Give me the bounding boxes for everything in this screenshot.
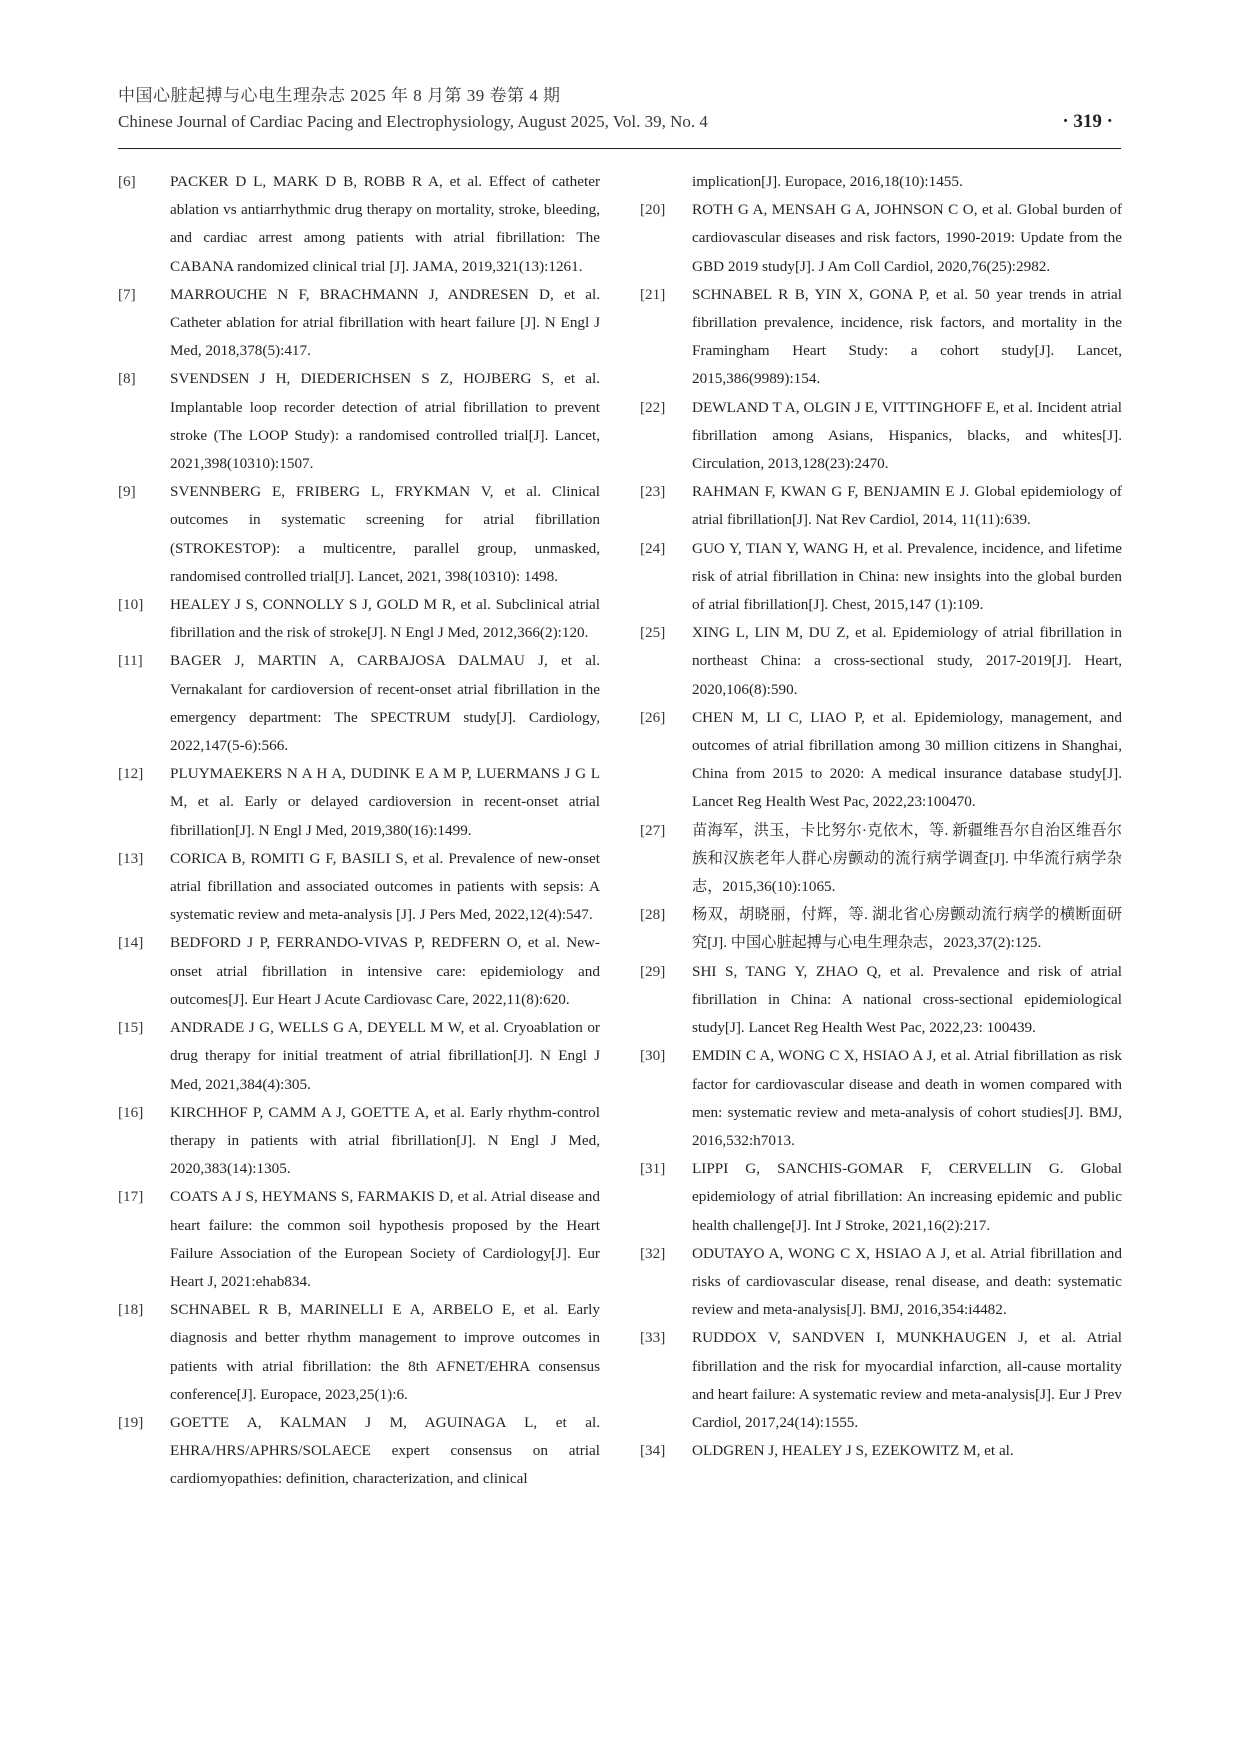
reference-text: ODUTAYO A, WONG C X, HSIAO A J, et al. Atrial fibrillation and risks of cardiovascular disease, renal disease, and death: systematic review and meta-analysis[J]. BMJ, 2016,354:i4482.: [692, 1244, 1122, 1319]
header-rule: [118, 148, 1121, 149]
reference-number: [19]: [118, 1413, 144, 1431]
reference-number: [22]: [640, 398, 666, 416]
reference-entry: [118, 1296, 600, 1409]
left-reference-column: [118, 168, 600, 1494]
reference-number: [29]: [640, 962, 666, 980]
reference-number: [34]: [640, 1442, 666, 1460]
reference-number: [18]: [118, 1301, 144, 1319]
right-reference-list: [640, 196, 1122, 1465]
reference-number: [31]: [640, 1160, 666, 1178]
reference-text: MARROUCHE N F, BRACHMANN J, ANDRESEN D, et al. Catheter ablation for atrial fibrillation with heart failure [J]. N Engl J Med, 2018,378(5):417.: [170, 285, 600, 360]
reference-text: SHI S, TANG Y, ZHAO Q, et al. Prevalence and risk of atrial fibrillation in China: A national cross-sectional epidemiological study[J]. Lancet Reg Health West Pac, 2022,23: 100439.: [692, 962, 1122, 1037]
reference-text: RUDDOX V, SANDVEN I, MUNKHAUGEN J, et al. Atrial fibrillation and the risk for myocardial infarction, all-cause mortality and heart failure: A systematic review and meta-analysis[J]. Eur J Prev Cardiol, 2017,24(14):1555.: [692, 1329, 1122, 1431]
reference-entry: [640, 817, 1122, 902]
reference-text: PACKER D L, MARK D B, ROBB R A, et al. Effect of catheter ablation vs antiarrhythmic drug therapy on mortality, stroke, bleeding, and cardiac arrest among patients with atrial fibrillation: The CABANA randomized clinical trial [J]. JAMA, 2019,321(13):1261.: [170, 173, 600, 275]
reference-number: [23]: [640, 483, 666, 501]
header-english-row: [118, 108, 1121, 136]
reference-text: HEALEY J S, CONNOLLY S J, GOLD M R, et al. Subclinical atrial fibrillation and the risk of stroke[J]. N Engl J Med, 2012,366(2):120.: [170, 596, 600, 642]
reference-number: [28]: [640, 906, 666, 924]
reference-number: [33]: [640, 1329, 666, 1347]
reference-number: [10]: [118, 596, 144, 614]
reference-text: XING L, LIN M, DU Z, et al. Epidemiology of atrial fibrillation in northeast China: a cross-sectional study, 2017-2019[J]. Heart, 2020,106(8):590.: [692, 624, 1122, 698]
reference-entry: [118, 478, 600, 591]
reference-number: [30]: [640, 1047, 666, 1065]
reference-entry: [118, 929, 600, 1014]
reference-entry: [640, 535, 1122, 620]
reference-entry: [118, 281, 600, 366]
reference-text: CORICA B, ROMITI G F, BASILI S, et al. Prevalence of new-onset atrial fibrillation and associated outcomes in patients with sepsis: A systematic review and meta-analysis [J]. J Pers Med, 2022,12(4):547.: [170, 849, 600, 924]
reference-number: [32]: [640, 1244, 666, 1262]
reference-text: implication[J]. Europace, 2016,18(10):1455.: [692, 173, 963, 190]
reference-number: [13]: [118, 849, 144, 867]
reference-number: [24]: [640, 539, 666, 557]
reference-entry: [640, 394, 1122, 479]
reference-text: GOETTE A, KALMAN J M, AGUINAGA L, et al. EHRA/HRS/APHRS/SOLAECE expert consensus on atrial cardiomyopathies: definition, characterization, and clinical: [170, 1413, 600, 1488]
reference-number: [15]: [118, 1019, 144, 1037]
reference-entry: [640, 1042, 1122, 1155]
reference-number: [20]: [640, 201, 666, 219]
reference-entry: [118, 1183, 600, 1296]
reference-text: GUO Y, TIAN Y, WANG H, et al. Prevalence, incidence, and lifetime risk of atrial fibrillation in China: new insights into the global burden of atrial fibrillation[J]. Chest, 2015,147 (1):109.: [692, 539, 1122, 614]
right-reference-column: [640, 168, 1122, 1465]
reference-text: SVENDSEN J H, DIEDERICHSEN S Z, HOJBERG S, et al. Implantable loop recorder detection of atrial fibrillation to prevent stroke (The LOOP Study): a randomised controlled trial[J]. Lancet, 2021,398(10310):1507.: [170, 370, 600, 473]
reference-number: [11]: [118, 652, 143, 670]
reference-continuation: [640, 168, 1122, 196]
reference-number: [17]: [118, 1188, 144, 1206]
reference-text: DEWLAND T A, OLGIN J E, VITTINGHOFF E, et al. Incident atrial fibrillation among Asians, Hispanics, blacks, and whites[J]. Circulation, 2013,128(23):2470.: [692, 398, 1122, 473]
reference-text: SCHNABEL R B, YIN X, GONA P, et al. 50 year trends in atrial fibrillation prevalence, incidence, risk factors, and mortality in the Framingham Heart Study: a cohort study[J]. Lancet, 2015,386(9989):154.: [692, 285, 1122, 388]
reference-entry: [640, 1155, 1122, 1240]
reference-number: [14]: [118, 934, 144, 952]
reference-number: [7]: [118, 285, 136, 303]
reference-entry: [640, 281, 1122, 394]
reference-entry: [118, 845, 600, 930]
header-english-line: Chinese Journal of Cardiac Pacing and Electrophysiology, August 2025, Vol. 39, No. 4: [118, 112, 708, 131]
reference-number: [26]: [640, 708, 666, 726]
reference-text: CHEN M, LI C, LIAO P, et al. Epidemiology, management, and outcomes of atrial fibrillation among 30 million citizens in Shanghai, China from 2015 to 2020: A medical insurance database study[J]. Lancet Reg Health West Pac, 2022,23:100470.: [692, 708, 1122, 811]
reference-number: [6]: [118, 173, 136, 190]
running-header: [118, 84, 1121, 136]
reference-text: SVENNBERG E, FRIBERG L, FRYKMAN V, et al. Clinical outcomes in systematic screening for atrial fibrillation (STROKESTOP): a multicentre, parallel group, unmasked, randomised controlled trial[J]. Lancet, 2021, 398(10310): 1498.: [170, 483, 600, 585]
reference-text: BEDFORD J P, FERRANDO-VIVAS P, REDFERN O, et al. New-onset atrial fibrillation in intensive care: epidemiology and outcomes[J]. Eur Heart J Acute Cardiovasc Care, 2022,11(8):620.: [170, 934, 600, 1008]
reference-entry: [640, 958, 1122, 1043]
reference-entry: [118, 168, 600, 281]
reference-entry: [118, 647, 600, 760]
reference-text: OLDGREN J, HEALEY J S, EZEKOWITZ M, et al.: [692, 1442, 1014, 1460]
reference-entry: [118, 1409, 600, 1494]
reference-entry: [640, 1324, 1122, 1437]
reference-text: ANDRADE J G, WELLS G A, DEYELL M W, et al. Cryoablation or drug therapy for initial treatment of atrial fibrillation[J]. N Engl J Med, 2021,384(4):305.: [170, 1019, 600, 1093]
reference-number: [8]: [118, 370, 136, 388]
reference-entry: [118, 760, 600, 845]
page-number: · 319 ·: [1062, 111, 1113, 132]
reference-text: 杨双，胡晓丽，付辉，等. 湖北省心房颤动流行病学的横断面研究[J]. 中国心脏起搏与心电生理杂志，2023,37(2):125.: [692, 906, 1122, 952]
reference-entry: [640, 704, 1122, 817]
reference-text: KIRCHHOF P, CAMM A J, GOETTE A, et al. Early rhythm-control therapy in patients with atrial fibrillation[J]. N Engl J Med, 2020,383(14):1305.: [170, 1103, 600, 1178]
reference-number: [21]: [640, 285, 666, 303]
reference-text: RAHMAN F, KWAN G F, BENJAMIN E J. Global epidemiology of atrial fibrillation[J]. Nat Rev Cardiol, 2014, 11(11):639.: [692, 483, 1122, 529]
reference-entry: [118, 1014, 600, 1099]
header-chinese-line: 中国心脏起搏与心电生理杂志 2025 年 8 月第 39 卷第 4 期: [118, 86, 561, 105]
reference-entry: [640, 901, 1122, 957]
reference-text: BAGER J, MARTIN A, CARBAJOSA DALMAU J, et al. Vernakalant for cardioversion of recent-onset atrial fibrillation in the emergency department: The SPECTRUM study[J]. Cardiology, 2022,147(5-6):566.: [170, 652, 600, 755]
reference-text: ROTH G A, MENSAH G A, JOHNSON C O, et al. Global burden of cardiovascular diseases and risk factors, 1990-2019: Update from the GBD 2019 study[J]. J Am Coll Cardiol, 2020,76(25):2982.: [692, 201, 1122, 275]
reference-number: [16]: [118, 1103, 144, 1121]
reference-number: [12]: [118, 765, 144, 783]
reference-number: [27]: [640, 821, 666, 839]
reference-text: 苗海军，洪玉，卡比努尔·克依木，等. 新疆维吾尔自治区维吾尔族和汉族老年人群心房颤动的流行病学调查[J]. 中华流行病学杂志，2015,36(10):1065.: [692, 821, 1122, 896]
reference-entry: [640, 1437, 1122, 1465]
reference-number: [9]: [118, 483, 136, 501]
reference-entry: [640, 478, 1122, 534]
reference-text: LIPPI G, SANCHIS-GOMAR F, CERVELLIN G. Global epidemiology of atrial fibrillation: An increasing epidemic and public health challenge[J]. Int J Stroke, 2021,16(2):217.: [692, 1160, 1122, 1234]
reference-text: SCHNABEL R B, MARINELLI E A, ARBELO E, et al. Early diagnosis and better rhythm management to improve outcomes in patients with atrial fibrillation: the 8th AFNET/EHRA consensus conference[J]. Europace, 2023,25(1):6.: [170, 1301, 600, 1403]
reference-entry: [640, 619, 1122, 704]
reference-entry: [640, 196, 1122, 281]
reference-entry: [118, 1099, 600, 1184]
reference-text: COATS A J S, HEYMANS S, FARMAKIS D, et al. Atrial disease and heart failure: the common soil hypothesis proposed by the Heart Failure Association of the European Society of Cardiology[J]. Eur Heart J, 2021:ehab834.: [170, 1188, 600, 1290]
reference-text: PLUYMAEKERS N A H A, DUDINK E A M P, LUERMANS J G L M, et al. Early or delayed cardioversion in recent-onset atrial fibrillation[J]. N Engl J Med, 2019,380(16):1499.: [170, 765, 600, 839]
reference-entry: [118, 591, 600, 647]
reference-text: EMDIN C A, WONG C X, HSIAO A J, et al. Atrial fibrillation as risk factor for cardiovascular disease and death in women compared with men: systematic review and meta-analysis of cohort studies[J]. BMJ, 2016,532:h7013.: [692, 1047, 1122, 1149]
reference-number: [25]: [640, 624, 666, 642]
reference-entry: [640, 1240, 1122, 1325]
reference-entry: [118, 365, 600, 478]
